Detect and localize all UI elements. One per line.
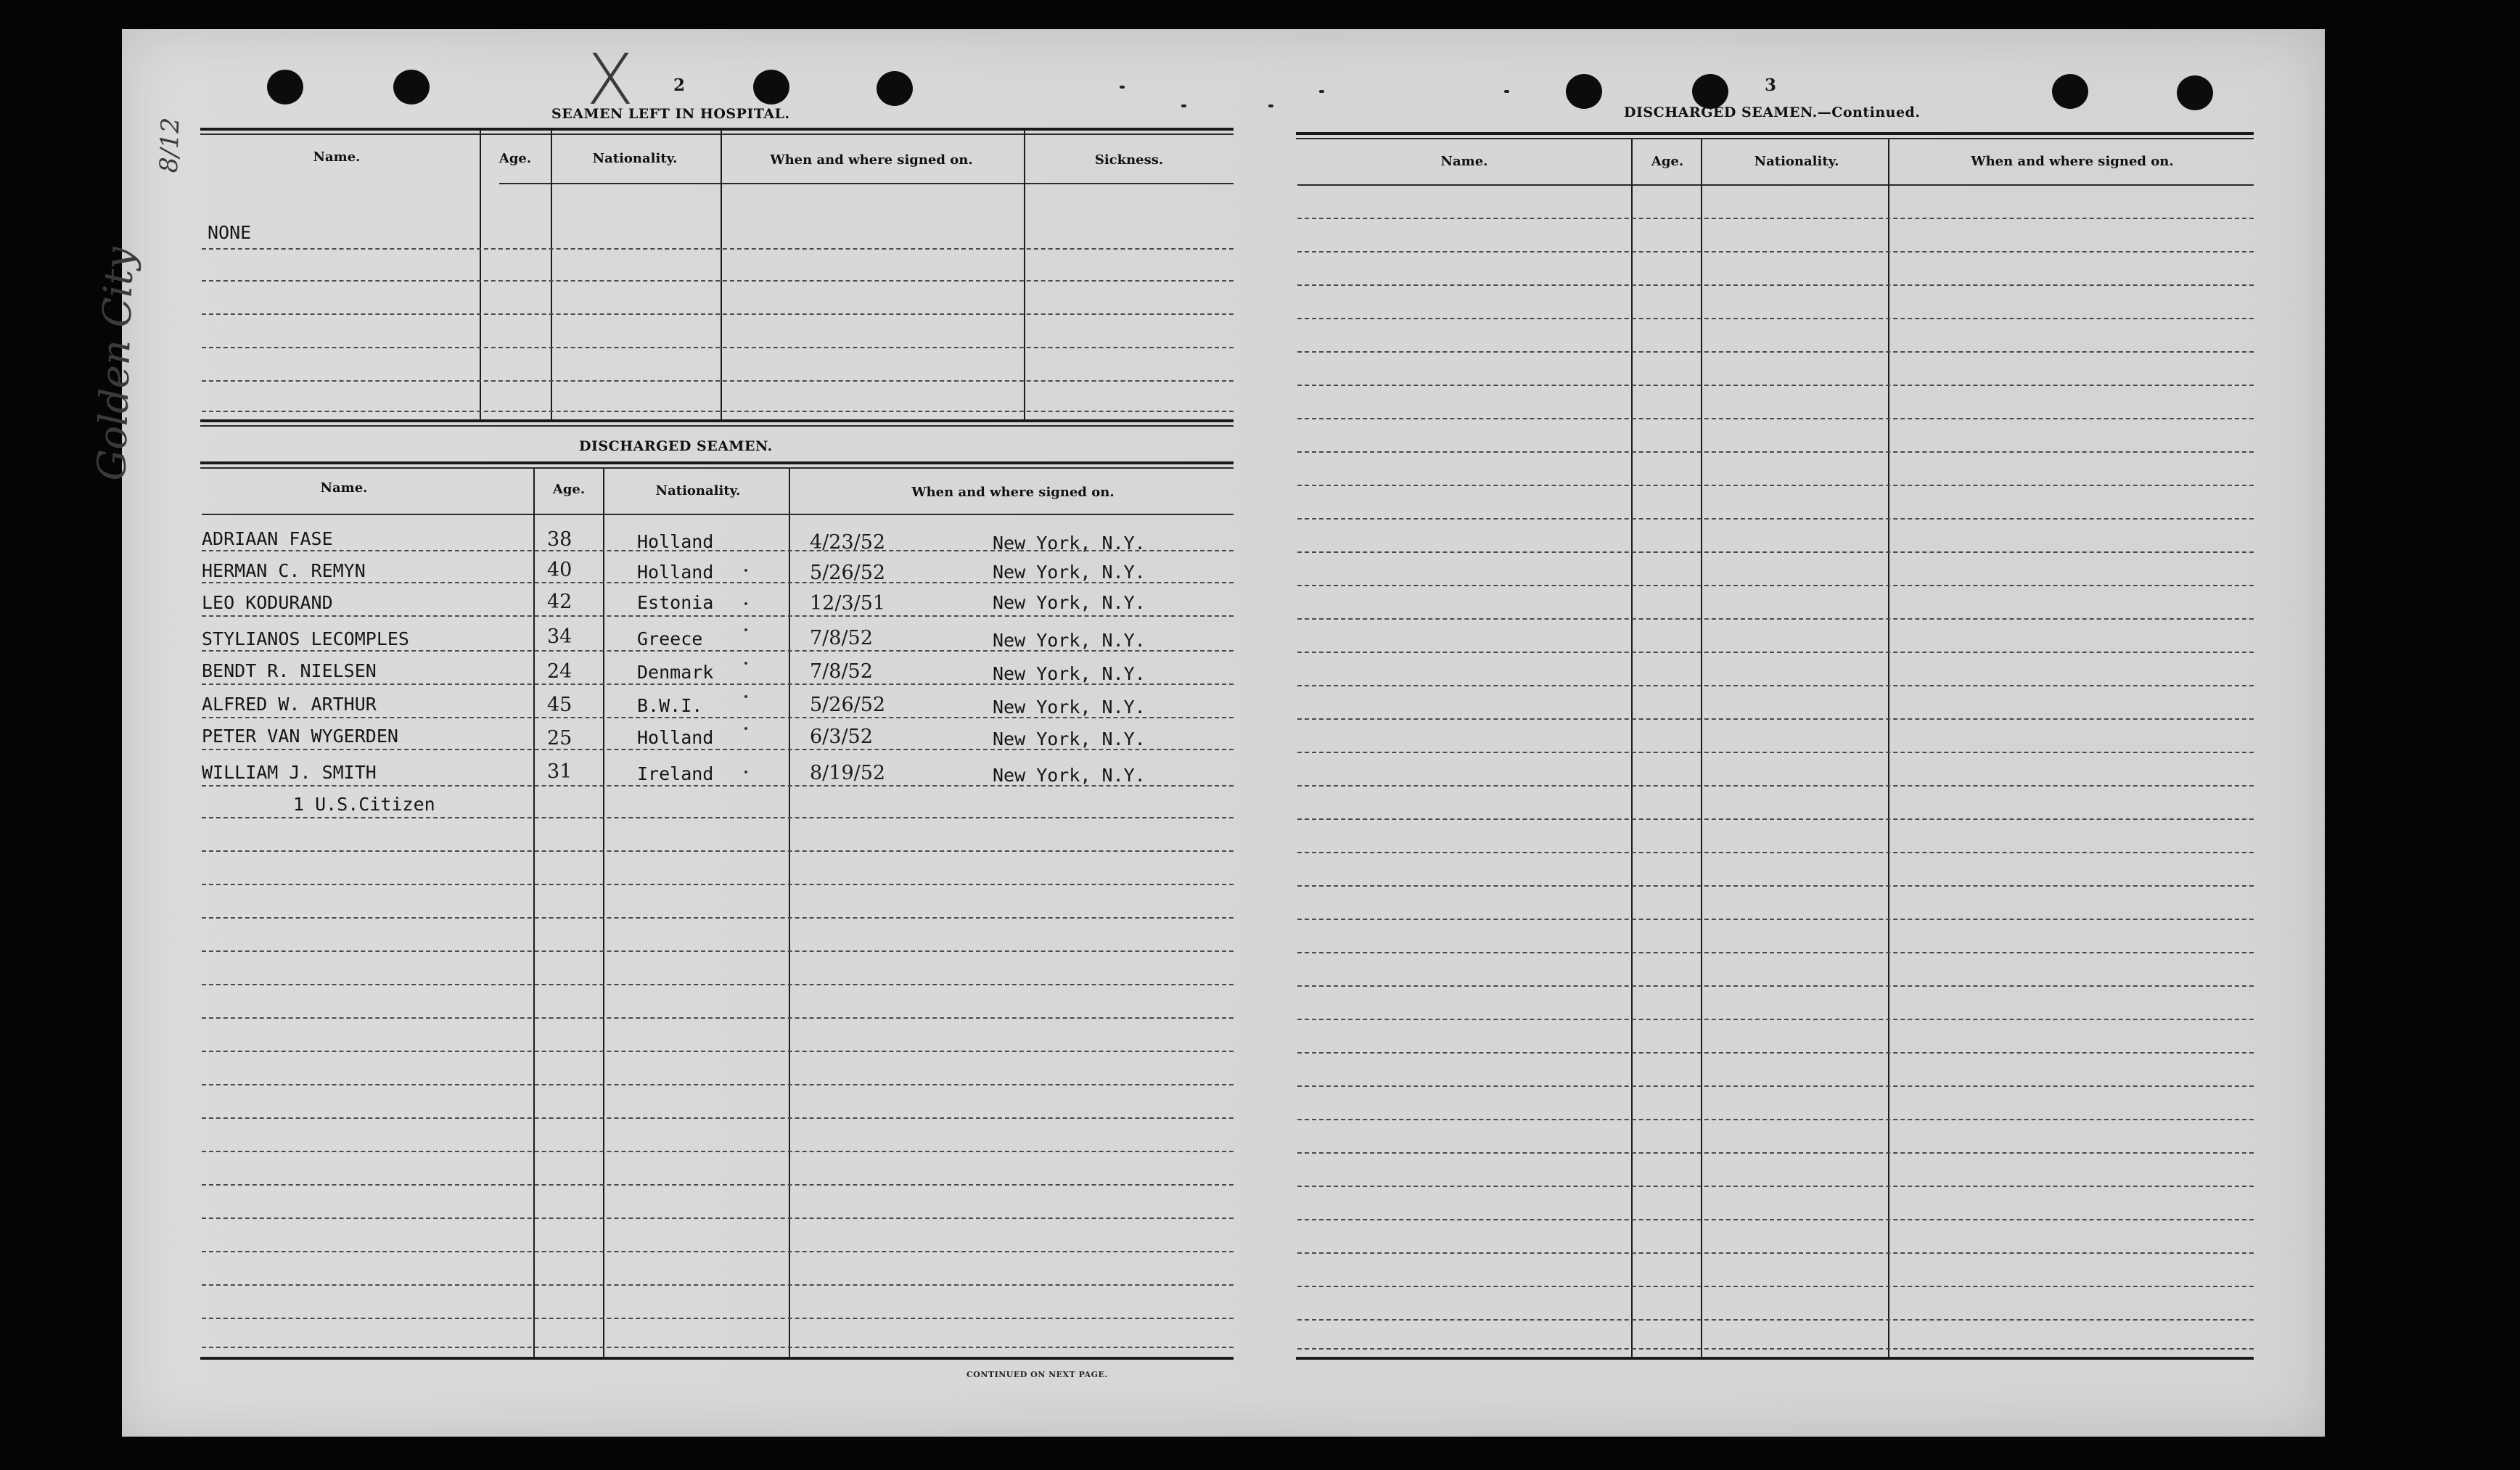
scan-speck bbox=[1181, 104, 1186, 107]
continued-footer: CONTINUED ON NEXT PAGE. bbox=[966, 1370, 1108, 1379]
ruled-line bbox=[202, 280, 1234, 282]
ruled-line bbox=[202, 884, 1234, 885]
ruled-line bbox=[1297, 551, 2254, 553]
seaman-signed-date: 6/3/52 bbox=[810, 726, 873, 748]
ruled-line bbox=[1297, 685, 2254, 686]
seaman-signed-place: New York, N.Y. bbox=[993, 630, 1146, 651]
ruled-line bbox=[202, 313, 1234, 315]
right-table-bottom-rule bbox=[1296, 1357, 2254, 1360]
hospital-col-name: Name. bbox=[313, 149, 361, 165]
ruled-line bbox=[1297, 1252, 2254, 1254]
ruled-line bbox=[1297, 284, 2254, 286]
ruled-line bbox=[1297, 785, 2254, 787]
ruled-line bbox=[1297, 418, 2254, 419]
discharged-table-top-rule bbox=[200, 461, 1234, 464]
seaman-signed-place: New York, N.Y. bbox=[993, 765, 1146, 786]
ruled-line bbox=[202, 1218, 1234, 1219]
seaman-name: HERMAN C. REMYN bbox=[202, 560, 366, 581]
right-col-signed-on: When and where signed on. bbox=[1971, 154, 2174, 169]
ruled-line bbox=[1297, 351, 2254, 353]
seaman-age: 24 bbox=[547, 660, 572, 683]
ruled-line bbox=[202, 411, 1234, 412]
seaman-nationality: Holland bbox=[637, 727, 714, 748]
tick-mark bbox=[744, 771, 747, 773]
seaman-signed-place: New York, N.Y. bbox=[993, 592, 1146, 613]
ruled-line bbox=[1297, 885, 2254, 887]
tick-mark bbox=[744, 628, 747, 631]
right-col-nationality: Nationality. bbox=[1754, 154, 1839, 169]
hospital-entry: NONE bbox=[208, 222, 252, 243]
seaman-age: 45 bbox=[547, 694, 572, 716]
seaman-signed-date: 5/26/52 bbox=[810, 562, 886, 584]
ruled-line bbox=[1297, 718, 2254, 720]
binder-hole bbox=[2177, 75, 2213, 110]
hospital-section-title: SEAMEN LEFT IN HOSPITAL. bbox=[551, 106, 790, 122]
ruled-line bbox=[1297, 752, 2254, 753]
ruled-line bbox=[202, 917, 1234, 919]
handwritten-date: 8/12 bbox=[154, 117, 186, 173]
hospital-table-top-rule bbox=[200, 128, 1234, 131]
hospital-col-signed-on: When and where signed on. bbox=[770, 152, 973, 168]
discharged-col-divider bbox=[533, 469, 535, 1360]
binder-hole bbox=[877, 71, 913, 106]
ruled-line bbox=[202, 785, 1234, 787]
ruled-line bbox=[1297, 518, 2254, 520]
ruled-line bbox=[202, 1251, 1234, 1252]
discharged-continued-title: DISCHARGED SEAMEN.—Continued. bbox=[1624, 104, 1921, 120]
binder-hole bbox=[267, 70, 303, 104]
ruled-line bbox=[202, 749, 1234, 750]
right-page-shade bbox=[1348, 29, 2325, 1437]
hospital-col-divider bbox=[721, 131, 722, 421]
handwritten-check-mark: X bbox=[586, 39, 634, 120]
seaman-signed-date: 7/8/52 bbox=[810, 660, 873, 683]
ruled-line bbox=[1297, 1019, 2254, 1020]
scan-speck bbox=[1504, 90, 1509, 93]
scan-speck bbox=[1120, 86, 1125, 89]
right-table-top-rule-inner bbox=[1296, 138, 2254, 139]
seaman-signed-date: 4/23/52 bbox=[810, 531, 886, 554]
hospital-col-divider bbox=[480, 131, 481, 421]
ruled-line bbox=[1297, 218, 2254, 219]
citizen-count-note: 1 U.S.Citizen bbox=[293, 794, 435, 815]
scanned-form-sheet bbox=[88, 29, 2325, 1437]
seaman-age: 38 bbox=[547, 528, 572, 551]
hospital-table-top-rule-inner bbox=[200, 134, 1234, 135]
discharged-col-divider bbox=[789, 469, 790, 1360]
seaman-signed-date: 7/8/52 bbox=[810, 627, 873, 649]
seaman-nationality: Denmark bbox=[637, 662, 714, 683]
ruled-line bbox=[1297, 451, 2254, 453]
seaman-signed-place: New York, N.Y. bbox=[993, 697, 1146, 718]
seaman-age: 34 bbox=[547, 625, 572, 648]
ruled-line bbox=[202, 1017, 1234, 1019]
ruled-line bbox=[1297, 318, 2254, 319]
right-header-rule bbox=[1297, 184, 2254, 186]
binder-hole bbox=[1566, 74, 1602, 109]
tick-mark bbox=[744, 695, 747, 698]
seaman-signed-place: New York, N.Y. bbox=[993, 663, 1146, 684]
right-table-top-rule bbox=[1296, 132, 2254, 135]
ruled-line bbox=[1297, 251, 2254, 252]
ruled-line bbox=[202, 1084, 1234, 1085]
seaman-signed-place: New York, N.Y. bbox=[993, 562, 1146, 583]
seaman-age: 25 bbox=[547, 727, 572, 750]
seaman-name: PETER VAN WYGERDEN bbox=[202, 726, 398, 747]
tick-mark bbox=[744, 727, 747, 730]
seaman-name: LEO KODURAND bbox=[202, 592, 333, 613]
seaman-name: WILLIAM J. SMITH bbox=[202, 762, 377, 783]
right-col-name: Name. bbox=[1440, 154, 1488, 169]
tick-mark bbox=[744, 662, 747, 665]
hospital-col-age: Age. bbox=[498, 151, 532, 166]
ruled-line bbox=[1297, 485, 2254, 486]
ruled-line bbox=[1297, 985, 2254, 987]
ruled-line bbox=[1297, 1219, 2254, 1220]
binder-hole bbox=[2052, 74, 2088, 109]
ruled-line bbox=[1297, 1119, 2254, 1120]
ruled-line bbox=[202, 347, 1234, 348]
ruled-line bbox=[1297, 1348, 2254, 1350]
seaman-signed-place: New York, N.Y. bbox=[993, 533, 1146, 554]
scan-speck bbox=[1319, 90, 1324, 93]
binder-hole bbox=[1692, 74, 1728, 109]
scan-speck bbox=[1268, 104, 1273, 107]
discharged-col-signed-on: When and where signed on. bbox=[911, 485, 1115, 500]
right-col-divider bbox=[1888, 139, 1889, 1358]
ruled-line bbox=[1297, 652, 2254, 653]
ruled-line bbox=[1297, 818, 2254, 820]
ruled-line bbox=[202, 615, 1234, 617]
seaman-name: STYLIANOS LECOMPLES bbox=[202, 628, 409, 649]
ruled-line bbox=[202, 683, 1234, 685]
hospital-col-divider bbox=[1024, 131, 1025, 421]
ruled-line bbox=[202, 650, 1234, 652]
right-col-divider bbox=[1701, 139, 1702, 1358]
ruled-line bbox=[1297, 1186, 2254, 1187]
ruled-line bbox=[202, 1117, 1234, 1119]
discharged-col-name: Name. bbox=[320, 480, 368, 496]
right-col-divider bbox=[1631, 139, 1633, 1358]
binder-hole bbox=[753, 70, 789, 104]
binder-hole bbox=[393, 70, 430, 104]
ruled-line bbox=[1297, 618, 2254, 620]
ruled-line bbox=[202, 1318, 1234, 1319]
ruled-line bbox=[202, 248, 1234, 250]
seaman-signed-place: New York, N.Y. bbox=[993, 728, 1146, 750]
ruled-line bbox=[202, 582, 1234, 583]
ruled-line bbox=[202, 1151, 1234, 1152]
seaman-nationality: Holland bbox=[637, 531, 714, 552]
hospital-col-nationality: Nationality. bbox=[592, 151, 678, 166]
ruled-line bbox=[202, 717, 1234, 718]
tick-mark bbox=[744, 569, 747, 572]
seaman-nationality: Ireland bbox=[637, 763, 714, 784]
hospital-col-divider bbox=[551, 131, 552, 421]
ruled-line bbox=[1297, 1085, 2254, 1087]
ruled-line bbox=[202, 984, 1234, 985]
discharged-header-rule bbox=[202, 514, 1234, 515]
seaman-nationality: B.W.I. bbox=[637, 695, 703, 716]
seaman-age: 31 bbox=[547, 760, 572, 783]
ruled-line bbox=[1297, 952, 2254, 953]
ruled-line bbox=[202, 550, 1234, 551]
seaman-signed-date: 8/19/52 bbox=[810, 762, 886, 784]
right-col-age: Age. bbox=[1651, 154, 1684, 169]
seaman-name: BENDT R. NIELSEN bbox=[202, 660, 377, 681]
ruled-line bbox=[202, 380, 1234, 382]
page-number-left: 2 bbox=[673, 75, 686, 95]
ruled-line bbox=[1297, 1286, 2254, 1287]
tick-mark bbox=[744, 602, 747, 605]
seaman-nationality: Estonia bbox=[637, 592, 714, 613]
ruled-line bbox=[202, 1051, 1234, 1052]
ruled-line bbox=[1297, 1052, 2254, 1054]
seaman-name: ADRIAAN FASE bbox=[202, 528, 333, 549]
discharged-col-age: Age. bbox=[552, 482, 586, 497]
discharged-col-nationality: Nationality. bbox=[655, 483, 741, 498]
ruled-line bbox=[1297, 919, 2254, 920]
seaman-nationality: Greece bbox=[637, 628, 703, 649]
seaman-age: 42 bbox=[547, 591, 572, 613]
page-number-right: 3 bbox=[1765, 75, 1777, 95]
discharged-section-title: DISCHARGED SEAMEN. bbox=[579, 438, 773, 454]
ruled-line bbox=[202, 1284, 1234, 1286]
hospital-table-bottom-rule bbox=[200, 419, 1234, 422]
handwritten-vessel-name: Golden City bbox=[88, 246, 143, 482]
hospital-col-sickness: Sickness. bbox=[1094, 152, 1164, 168]
seaman-signed-date: 5/26/52 bbox=[810, 694, 886, 716]
ruled-line bbox=[202, 950, 1234, 952]
ruled-line bbox=[1297, 585, 2254, 586]
ruled-line bbox=[202, 1184, 1234, 1186]
hospital-header-rule bbox=[499, 183, 1234, 184]
discharged-col-divider bbox=[603, 469, 604, 1360]
discharged-table-bottom-rule bbox=[200, 1357, 1234, 1360]
ruled-line bbox=[202, 850, 1234, 852]
seaman-name: ALFRED W. ARTHUR bbox=[202, 694, 377, 715]
ruled-line bbox=[1297, 852, 2254, 853]
ruled-line bbox=[1297, 385, 2254, 386]
ruled-line bbox=[1297, 1152, 2254, 1154]
seaman-signed-date: 12/3/51 bbox=[810, 592, 886, 615]
seaman-age: 40 bbox=[547, 559, 572, 581]
ruled-line bbox=[202, 817, 1234, 818]
seaman-nationality: Holland bbox=[637, 562, 714, 583]
discharged-table-top-rule-inner bbox=[200, 467, 1234, 469]
ruled-line bbox=[1297, 1319, 2254, 1321]
ruled-line bbox=[202, 1347, 1234, 1348]
hospital-table-bottom-rule-inner bbox=[200, 425, 1234, 427]
